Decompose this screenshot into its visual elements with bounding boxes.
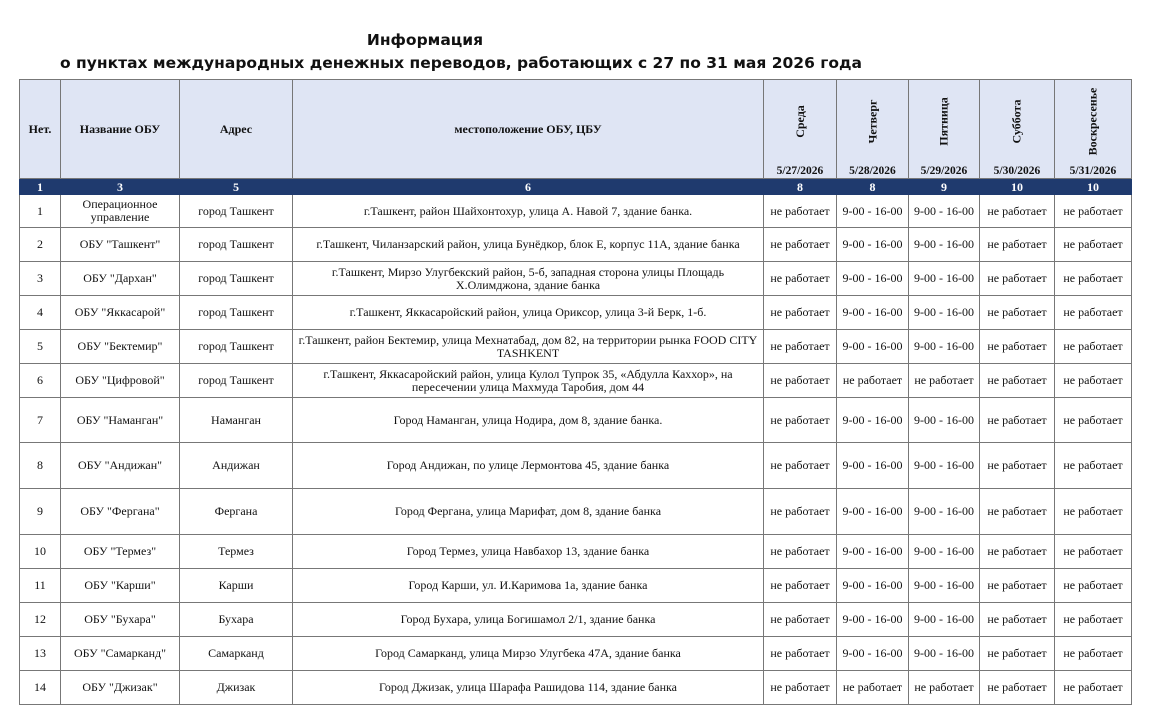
status-thursday: не работает: [837, 364, 909, 398]
status-saturday: не работает: [980, 330, 1055, 364]
branch-location: г.Ташкент, район Бектемир, улица Мехнатабад, дом 82, на территории рынка FOOD CITY TASHKENT: [293, 330, 764, 364]
status-friday: 9-00 - 16-00: [909, 195, 980, 228]
status-wednesday: не работает: [764, 443, 837, 489]
status-saturday: не работает: [980, 228, 1055, 262]
status-friday: 9-00 - 16-00: [909, 489, 980, 535]
header-day-thursday: Четверг: [837, 80, 909, 164]
branch-name: ОБУ "Термез": [61, 535, 180, 569]
status-saturday: не работает: [980, 637, 1055, 671]
branch-name: ОБУ "Карши": [61, 569, 180, 603]
column-number: 9: [909, 179, 980, 195]
status-saturday: не работает: [980, 603, 1055, 637]
status-friday: 9-00 - 16-00: [909, 228, 980, 262]
branch-city: город Ташкент: [180, 195, 293, 228]
column-number: 3: [61, 179, 180, 195]
column-number: 10: [1055, 179, 1132, 195]
status-thursday: 9-00 - 16-00: [837, 489, 909, 535]
branch-name: ОБУ "Наманган": [61, 398, 180, 443]
branch-name: ОБУ "Дархан": [61, 262, 180, 296]
status-saturday: не работает: [980, 296, 1055, 330]
status-friday: 9-00 - 16-00: [909, 296, 980, 330]
row-number: 3: [20, 262, 61, 296]
status-sunday: не работает: [1055, 195, 1132, 228]
status-sunday: не работает: [1055, 364, 1132, 398]
row-number: 6: [20, 364, 61, 398]
header-date: 5/30/2026: [980, 163, 1055, 179]
header-date: 5/27/2026: [764, 163, 837, 179]
branch-location: Город Термез, улица Навбахор 13, здание банка: [293, 535, 764, 569]
branch-city: город Ташкент: [180, 330, 293, 364]
branch-location: Город Андижан, по улице Лермонтова 45, здание банка: [293, 443, 764, 489]
status-wednesday: не работает: [764, 195, 837, 228]
table-row: [20, 489, 1132, 535]
status-friday: 9-00 - 16-00: [909, 398, 980, 443]
status-thursday: 9-00 - 16-00: [837, 637, 909, 671]
row-number: 2: [20, 228, 61, 262]
table-row: [20, 569, 1132, 603]
branch-city: город Ташкент: [180, 262, 293, 296]
branch-location: г.Ташкент, Яккасаройский район, улица Кулол Тупрок 35, «Абдулла Каххор», на пересечении улица Махмуда Таробия, дом 44: [293, 364, 764, 398]
document-title: Информация: [366, 31, 484, 49]
row-number: 1: [20, 195, 61, 228]
status-sunday: не работает: [1055, 398, 1132, 443]
header-date: 5/28/2026: [837, 163, 909, 179]
branch-location: Город Джизак, улица Шарафа Рашидова 114, здание банка: [293, 671, 764, 705]
branch-city: Бухара: [180, 603, 293, 637]
column-number: 6: [293, 179, 764, 195]
table-row: [20, 195, 1132, 228]
status-sunday: не работает: [1055, 637, 1132, 671]
status-friday: 9-00 - 16-00: [909, 535, 980, 569]
branch-name: ОБУ "Цифровой": [61, 364, 180, 398]
status-wednesday: не работает: [764, 569, 837, 603]
status-saturday: не работает: [980, 443, 1055, 489]
status-thursday: 9-00 - 16-00: [837, 330, 909, 364]
status-wednesday: не работает: [764, 489, 837, 535]
branch-location: Город Бухара, улица Богишамол 2/1, здание банка: [293, 603, 764, 637]
branch-location: г.Ташкент, район Шайхонтохур, улица А. Навой 7, здание банка.: [293, 195, 764, 228]
status-saturday: не работает: [980, 364, 1055, 398]
header-day-friday: Пятница: [909, 80, 980, 164]
row-number: 8: [20, 443, 61, 489]
status-thursday: 9-00 - 16-00: [837, 296, 909, 330]
branch-name: ОБУ "Андижан": [61, 443, 180, 489]
status-saturday: не работает: [980, 262, 1055, 296]
branch-location: Город Самарканд, улица Мирзо Улугбека 47А, здание банка: [293, 637, 764, 671]
document-subtitle: о пунктах международных денежных переводов, работающих с 27 по 31 мая 2026 года: [60, 54, 862, 72]
column-number: 8: [764, 179, 837, 195]
status-wednesday: не работает: [764, 296, 837, 330]
status-sunday: не работает: [1055, 443, 1132, 489]
branch-name: ОБУ "Фергана": [61, 489, 180, 535]
status-thursday: 9-00 - 16-00: [837, 443, 909, 489]
column-number: 8: [837, 179, 909, 195]
table-row: [20, 671, 1132, 705]
status-friday: 9-00 - 16-00: [909, 443, 980, 489]
status-sunday: не работает: [1055, 535, 1132, 569]
status-sunday: не работает: [1055, 330, 1132, 364]
status-friday: 9-00 - 16-00: [909, 330, 980, 364]
status-thursday: 9-00 - 16-00: [837, 195, 909, 228]
table-row: [20, 603, 1132, 637]
branch-city: Карши: [180, 569, 293, 603]
branch-location: Город Фергана, улица Марифат, дом 8, здание банка: [293, 489, 764, 535]
column-number: 10: [980, 179, 1055, 195]
header-number: Нет.: [20, 80, 61, 179]
table-row: [20, 262, 1132, 296]
status-thursday: не работает: [837, 671, 909, 705]
branch-name: ОБУ "Яккасарой": [61, 296, 180, 330]
status-saturday: не работает: [980, 535, 1055, 569]
header-day-wednesday: Среда: [764, 80, 837, 164]
table-row: [20, 535, 1132, 569]
row-number: 10: [20, 535, 61, 569]
branch-name: Операционное управление: [61, 195, 180, 228]
status-saturday: не работает: [980, 671, 1055, 705]
schedule-table: [19, 79, 1132, 705]
status-friday: не работает: [909, 364, 980, 398]
branch-city: Джизак: [180, 671, 293, 705]
status-wednesday: не работает: [764, 262, 837, 296]
status-friday: не работает: [909, 671, 980, 705]
status-friday: 9-00 - 16-00: [909, 603, 980, 637]
column-number: 1: [20, 179, 61, 195]
header-address: Адрес: [180, 80, 293, 179]
branch-city: город Ташкент: [180, 296, 293, 330]
status-wednesday: не работает: [764, 228, 837, 262]
table-row: [20, 228, 1132, 262]
status-sunday: не работает: [1055, 262, 1132, 296]
branch-name: ОБУ "Бектемир": [61, 330, 180, 364]
row-number: 7: [20, 398, 61, 443]
status-saturday: не работает: [980, 195, 1055, 228]
status-saturday: не работает: [980, 398, 1055, 443]
status-sunday: не работает: [1055, 569, 1132, 603]
status-thursday: 9-00 - 16-00: [837, 603, 909, 637]
header-day-sunday: Воскресенье: [1055, 80, 1132, 164]
row-number: 11: [20, 569, 61, 603]
status-thursday: 9-00 - 16-00: [837, 535, 909, 569]
column-number: 5: [180, 179, 293, 195]
status-wednesday: не работает: [764, 364, 837, 398]
table-row: [20, 398, 1132, 443]
header-name: Название ОБУ: [61, 80, 180, 179]
status-sunday: не работает: [1055, 671, 1132, 705]
status-thursday: 9-00 - 16-00: [837, 398, 909, 443]
branch-city: Андижан: [180, 443, 293, 489]
row-number: 12: [20, 603, 61, 637]
status-saturday: не работает: [980, 489, 1055, 535]
status-friday: 9-00 - 16-00: [909, 569, 980, 603]
status-thursday: 9-00 - 16-00: [837, 228, 909, 262]
branch-name: ОБУ "Ташкент": [61, 228, 180, 262]
status-friday: 9-00 - 16-00: [909, 262, 980, 296]
status-thursday: 9-00 - 16-00: [837, 262, 909, 296]
row-number: 4: [20, 296, 61, 330]
header-date: 5/31/2026: [1055, 163, 1132, 179]
branch-name: ОБУ "Бухара": [61, 603, 180, 637]
row-number: 9: [20, 489, 61, 535]
table-row: [20, 443, 1132, 489]
status-thursday: 9-00 - 16-00: [837, 569, 909, 603]
status-sunday: не работает: [1055, 489, 1132, 535]
table-row: [20, 364, 1132, 398]
header-day-saturday: Суббота: [980, 80, 1055, 164]
branch-location: г.Ташкент, Чиланзарский район, улица Бунёдкор, блок E, корпус 11A, здание банка: [293, 228, 764, 262]
status-wednesday: не работает: [764, 398, 837, 443]
status-wednesday: не работает: [764, 671, 837, 705]
table-row: [20, 637, 1132, 671]
branch-city: Самарканд: [180, 637, 293, 671]
row-number: 14: [20, 671, 61, 705]
status-friday: 9-00 - 16-00: [909, 637, 980, 671]
status-sunday: не работает: [1055, 603, 1132, 637]
status-saturday: не работает: [980, 569, 1055, 603]
row-number: 5: [20, 330, 61, 364]
status-wednesday: не работает: [764, 535, 837, 569]
status-wednesday: не работает: [764, 330, 837, 364]
branch-location: Город Карши, ул. И.Каримова 1а, здание банка: [293, 569, 764, 603]
branch-location: г.Ташкент, Мирзо Улугбекский район, 5-б, западная сторона улицы Площадь Х.Олимджона, здание банка: [293, 262, 764, 296]
branch-location: г.Ташкент, Яккасаройский район, улица Ориксор, улица 3-й Берк, 1-б.: [293, 296, 764, 330]
status-wednesday: не работает: [764, 603, 837, 637]
header-location: местоположение ОБУ, ЦБУ: [293, 80, 764, 179]
branch-city: город Ташкент: [180, 228, 293, 262]
row-number: 13: [20, 637, 61, 671]
branch-city: Термез: [180, 535, 293, 569]
status-sunday: не работает: [1055, 296, 1132, 330]
branch-name: ОБУ "Джизак": [61, 671, 180, 705]
status-wednesday: не работает: [764, 637, 837, 671]
branch-city: город Ташкент: [180, 364, 293, 398]
header-date: 5/29/2026: [909, 163, 980, 179]
table-row: [20, 296, 1132, 330]
status-sunday: не работает: [1055, 228, 1132, 262]
branch-city: Фергана: [180, 489, 293, 535]
branch-name: ОБУ "Самарканд": [61, 637, 180, 671]
branch-location: Город Наманган, улица Нодира, дом 8, здание банка.: [293, 398, 764, 443]
branch-city: Наманган: [180, 398, 293, 443]
table-row: [20, 330, 1132, 364]
